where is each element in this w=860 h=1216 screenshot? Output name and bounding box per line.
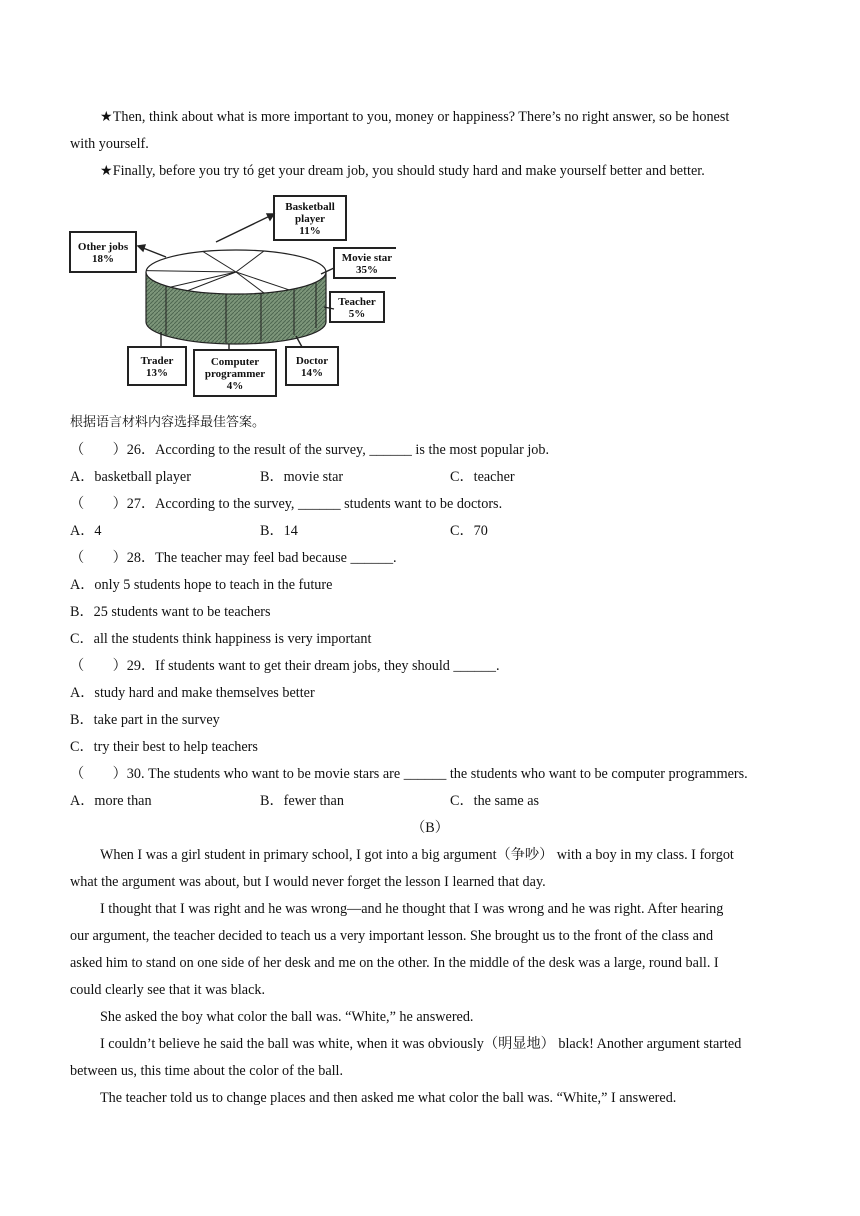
section-b-heading: （B） — [411, 820, 449, 836]
slice-name-label: Other jobs — [77, 241, 129, 253]
section-b-line: She asked the boy what color the ball was. “White,” he answered. — [100, 1009, 474, 1025]
question-28-option-b[interactable]: B．25 students want to be teachers — [70, 604, 271, 620]
question-27-stem: （ ）27．According to the survey, ______ students want to be doctors. — [70, 496, 503, 512]
intro-line-3: ★Finally, before you try tó get your dream job, you should study hard and make yourself better and better. — [100, 163, 705, 179]
slice-name-label: Computer — [210, 356, 260, 368]
section-b-line: When I was a girl student in primary school, I got into a big argument（争吵） with a boy in my class. I forgot — [100, 847, 734, 863]
label-box-doctor — [286, 347, 338, 385]
intro-line-1: ★Then, think about what is more important to you, money or happiness? There’s no right answer, so be honest — [100, 109, 730, 125]
question-30-option-c[interactable]: C．the same as — [450, 793, 540, 809]
slice-value-label: 35% — [356, 264, 378, 276]
section-b-line: what the argument was about, but I would never forget the lesson I learned that day. — [70, 874, 546, 890]
question-29-option-b[interactable]: B．take part in the survey — [70, 712, 220, 728]
label-box-other-jobs — [70, 232, 136, 272]
question-28-option-a[interactable]: A．only 5 students hope to teach in the future — [70, 577, 333, 593]
section-b-line: our argument, the teacher decided to teach us a very important lesson. She brought us to the front of the class and — [70, 928, 714, 944]
slice-name-label: Doctor — [295, 355, 329, 367]
question-27-option-b[interactable]: B．14 — [260, 523, 298, 539]
slice-value-label: 11% — [299, 225, 321, 237]
slice-name-label: programmer — [204, 368, 266, 380]
question-30-stem: （ ）30. The students who want to be movie stars are ______ the students who want to be computer programmers. — [70, 766, 748, 782]
question-29-option-a[interactable]: A．study hard and make themselves better — [70, 685, 315, 701]
question-29-option-c[interactable]: C．try their best to help teachers — [70, 739, 258, 755]
question-26-stem: （ ）26．According to the result of the survey, ______ is the most popular job. — [70, 442, 550, 458]
slice-name-label: Basketball — [285, 201, 335, 213]
question-26-option-c[interactable]: C．teacher — [450, 469, 515, 485]
slice-value-label: 13% — [146, 367, 168, 379]
question-30-option-a[interactable]: A．more than — [70, 793, 152, 809]
slice-value-label: 14% — [301, 367, 323, 379]
label-box-trader — [128, 347, 186, 385]
question-26-option-b[interactable]: B．movie star — [260, 469, 344, 485]
slice-value-label: 18% — [92, 253, 114, 265]
job-survey-pie-chart — [66, 192, 396, 402]
question-27-option-c[interactable]: C．70 — [450, 523, 488, 539]
slice-name-label: Trader — [140, 355, 174, 367]
question-28-option-c[interactable]: C．all the students think happiness is very important — [70, 631, 372, 647]
question-30-option-b[interactable]: B．fewer than — [260, 793, 344, 809]
slice-name-label: Teacher — [338, 296, 376, 308]
section-b-line: I couldn’t believe he said the ball was white, when it was obviously（明显地） black! Another argument started — [100, 1036, 742, 1052]
question-28-stem: （ ）28．The teacher may feel bad because ______. — [70, 550, 397, 566]
section-b-line: The teacher told us to change places and then asked me what color the ball was. “White,” I answered. — [100, 1090, 677, 1106]
label-box-computer-programmer — [194, 350, 276, 396]
slice-name-label: Movie star — [341, 252, 393, 264]
question-26-option-a[interactable]: A．basketball player — [70, 469, 191, 485]
label-box-teacher — [330, 292, 384, 322]
label-box-movie-star — [334, 248, 396, 278]
label-box-basketball-player — [274, 196, 346, 240]
section-b-line: between us, this time about the color of the ball. — [70, 1063, 344, 1079]
section-b-line: asked him to stand on one side of her desk and me on the other. In the middle of the desk was a large, round ball. I — [70, 955, 719, 971]
question-29-stem: （ ）29．If students want to get their dream jobs, they should ______. — [70, 658, 500, 674]
instruction-text: 根据语言材料内容选择最佳答案。 — [70, 415, 266, 430]
slice-name-label: player — [295, 213, 325, 225]
section-b-line: could clearly see that it was black. — [70, 982, 266, 998]
slice-value-label: 5% — [348, 308, 366, 320]
intro-line-2: with yourself. — [70, 136, 149, 152]
slice-value-label: 4% — [226, 380, 244, 392]
section-b-line: I thought that I was right and he was wrong—and he thought that I was wrong and he was right. After hearing — [100, 901, 724, 917]
question-27-option-a[interactable]: A．4 — [70, 523, 102, 539]
